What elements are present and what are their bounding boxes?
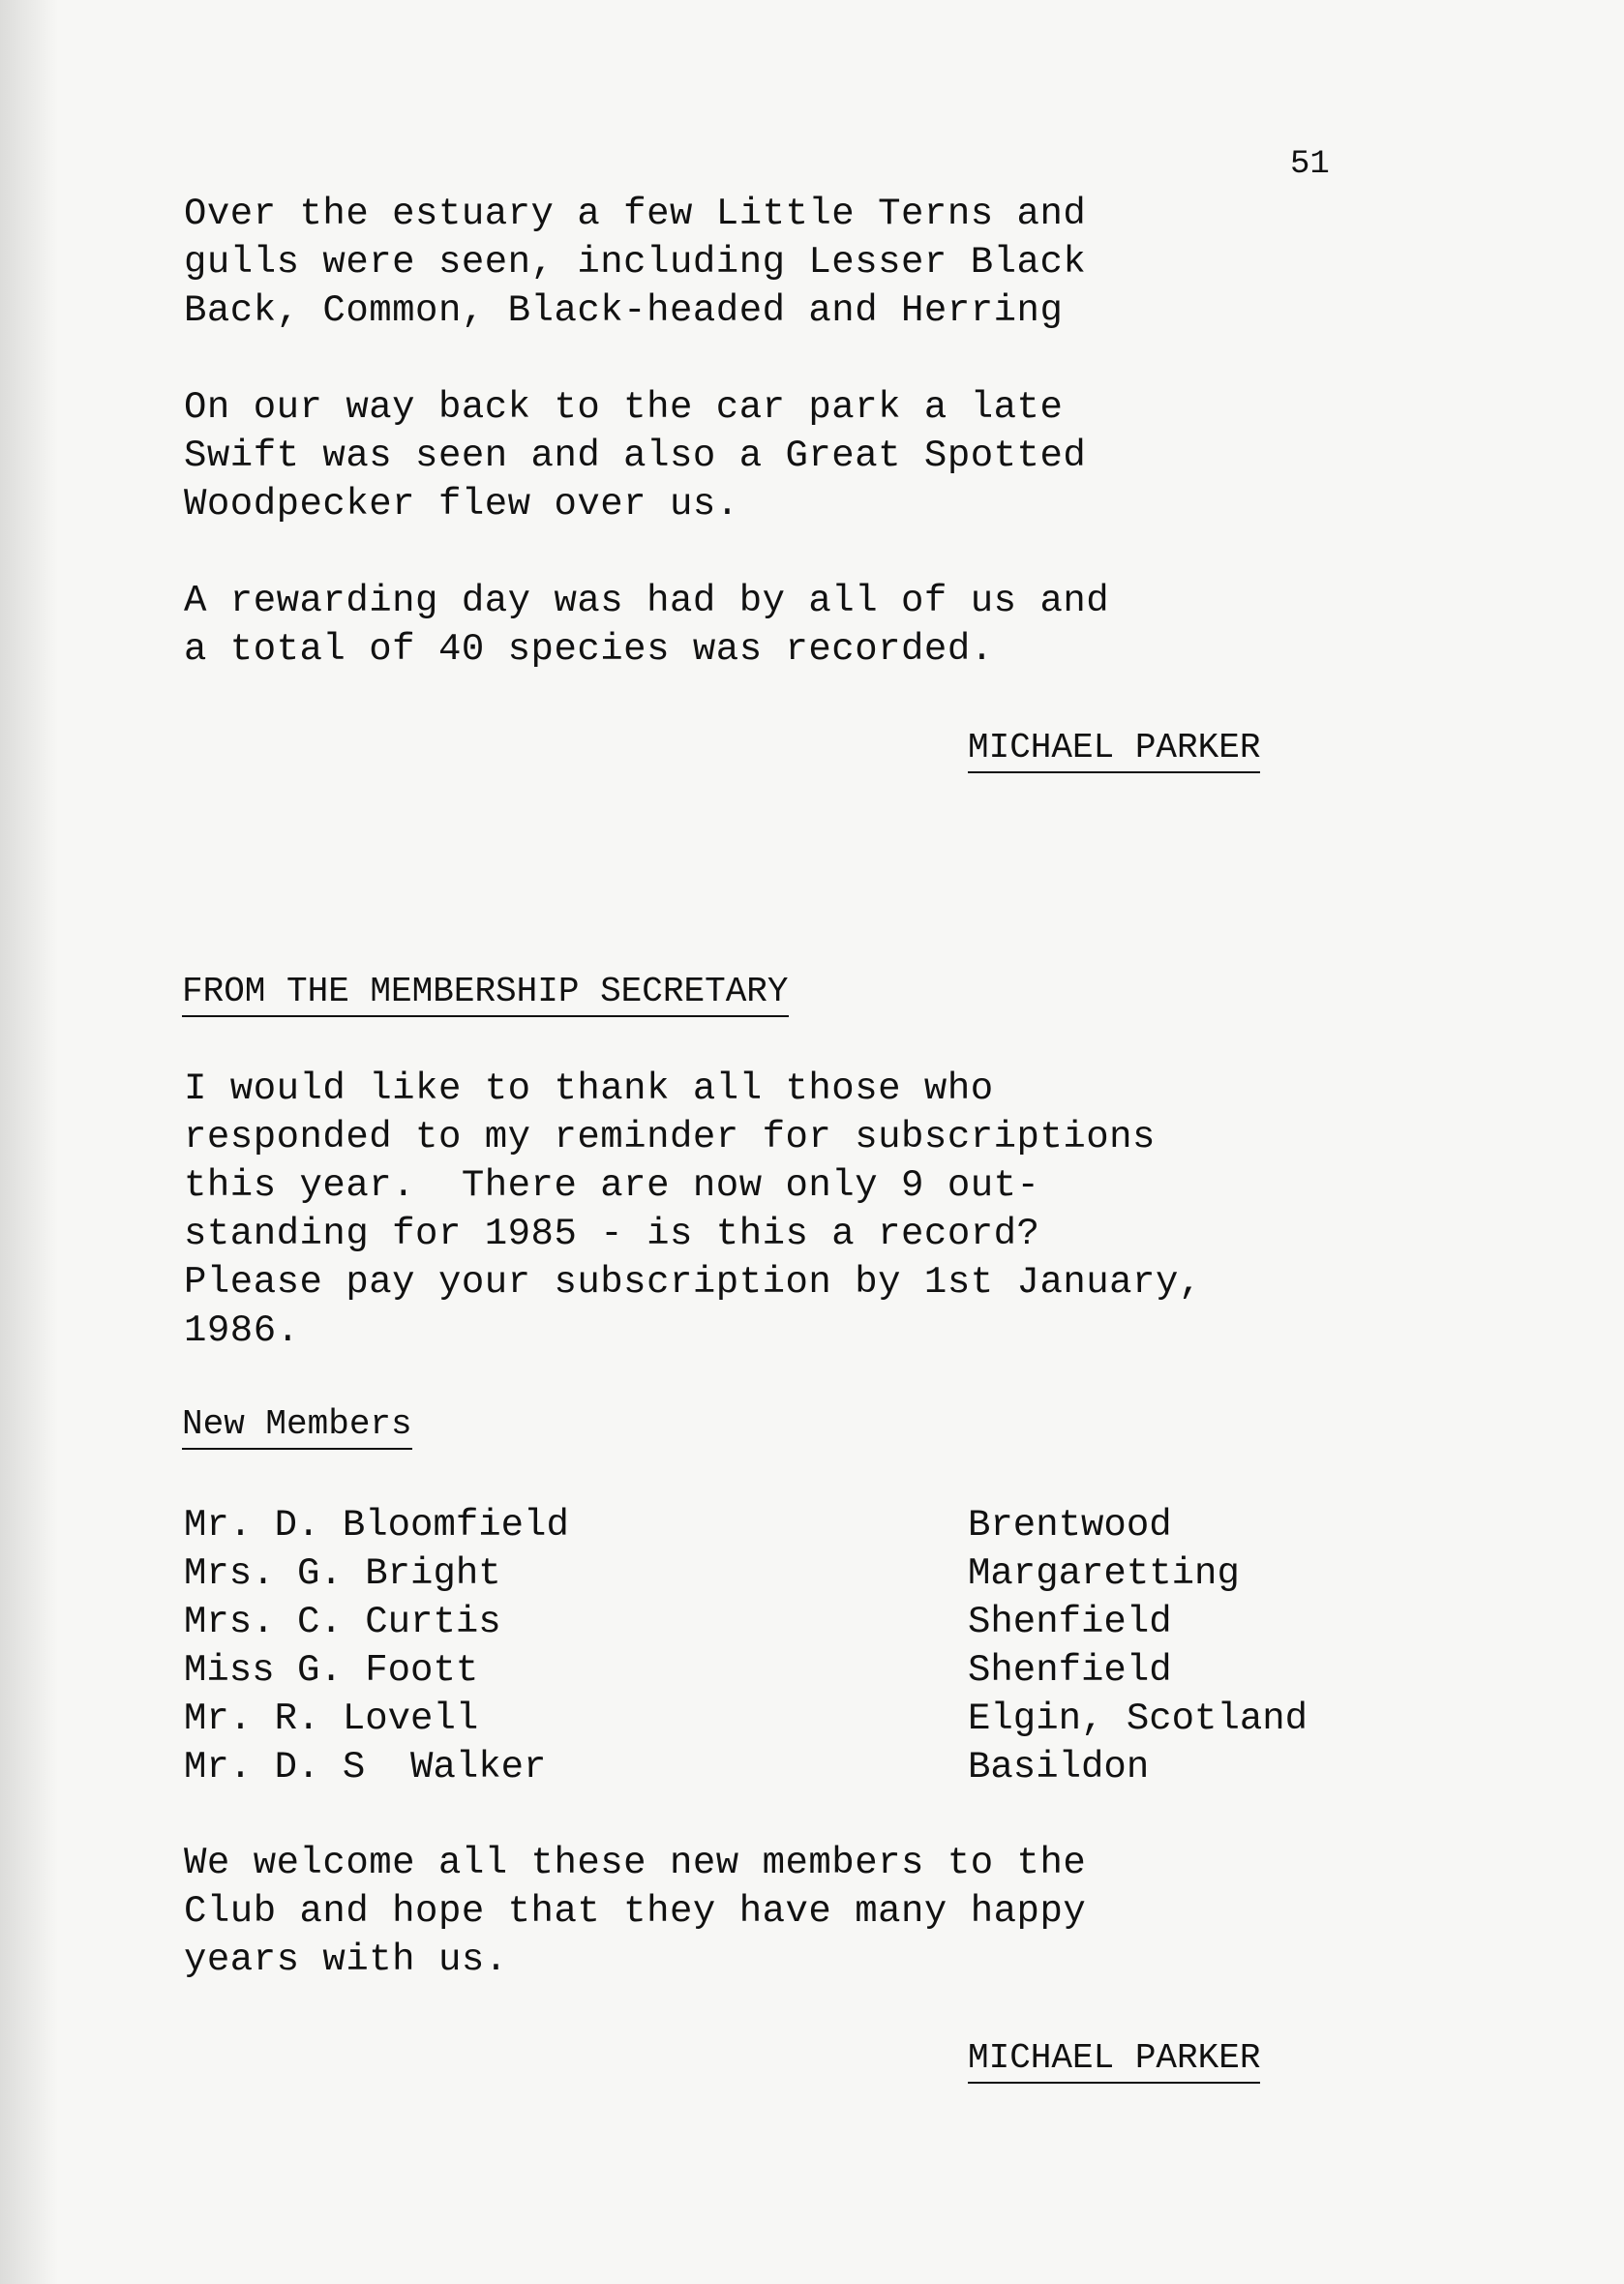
new-members-heading: New Members bbox=[182, 1403, 412, 1450]
member-name: Mrs. C. Curtis bbox=[184, 1601, 501, 1643]
body-line: Swift was seen and also a Great Spotted bbox=[184, 435, 1087, 477]
body-line: A rewarding day was had by all of us and bbox=[184, 580, 1110, 622]
body-line: a total of 40 species was recorded. bbox=[184, 628, 994, 671]
member-name: Miss G. Foott bbox=[184, 1649, 479, 1692]
body-line: On our way back to the car park a late bbox=[184, 386, 1064, 429]
member-town: Margaretting bbox=[968, 1552, 1240, 1595]
page-number: 51 bbox=[1290, 146, 1330, 183]
body-line: We welcome all these new members to the bbox=[184, 1842, 1087, 1884]
signature: MICHAEL PARKER bbox=[968, 727, 1260, 773]
body-line: Woodpecker flew over us. bbox=[184, 483, 739, 526]
body-line: Club and hope that they have many happy bbox=[184, 1890, 1087, 1933]
member-town: Shenfield bbox=[968, 1649, 1172, 1692]
member-town: Basildon bbox=[968, 1746, 1150, 1788]
body-line: Back, Common, Black-headed and Herring bbox=[184, 289, 1064, 332]
body-line: Over the estuary a few Little Terns and bbox=[184, 193, 1087, 235]
body-line: I would like to thank all those who bbox=[184, 1067, 994, 1110]
signature: MICHAEL PARKER bbox=[968, 2037, 1260, 2084]
member-town: Elgin, Scotland bbox=[968, 1698, 1308, 1740]
body-line: years with us. bbox=[184, 1938, 508, 1981]
body-line: 1986. bbox=[184, 1309, 300, 1352]
member-town: Brentwood bbox=[968, 1504, 1172, 1547]
body-line: this year. There are now only 9 out- bbox=[184, 1164, 1040, 1207]
member-town: Shenfield bbox=[968, 1601, 1172, 1643]
section-heading: FROM THE MEMBERSHIP SECRETARY bbox=[182, 971, 789, 1017]
body-line: responded to my reminder for subscriptions bbox=[184, 1116, 1156, 1158]
member-name: Mr. D. S Walker bbox=[184, 1746, 547, 1788]
body-line: gulls were seen, including Lesser Black bbox=[184, 241, 1087, 284]
member-name: Mr. R. Lovell bbox=[184, 1698, 479, 1740]
body-line: Please pay your subscription by 1st January, bbox=[184, 1261, 1202, 1304]
page-edge-shadow bbox=[0, 0, 58, 2284]
body-line: standing for 1985 - is this a record? bbox=[184, 1213, 1040, 1255]
member-name: Mrs. G. Bright bbox=[184, 1552, 501, 1595]
member-name: Mr. D. Bloomfield bbox=[184, 1504, 569, 1547]
